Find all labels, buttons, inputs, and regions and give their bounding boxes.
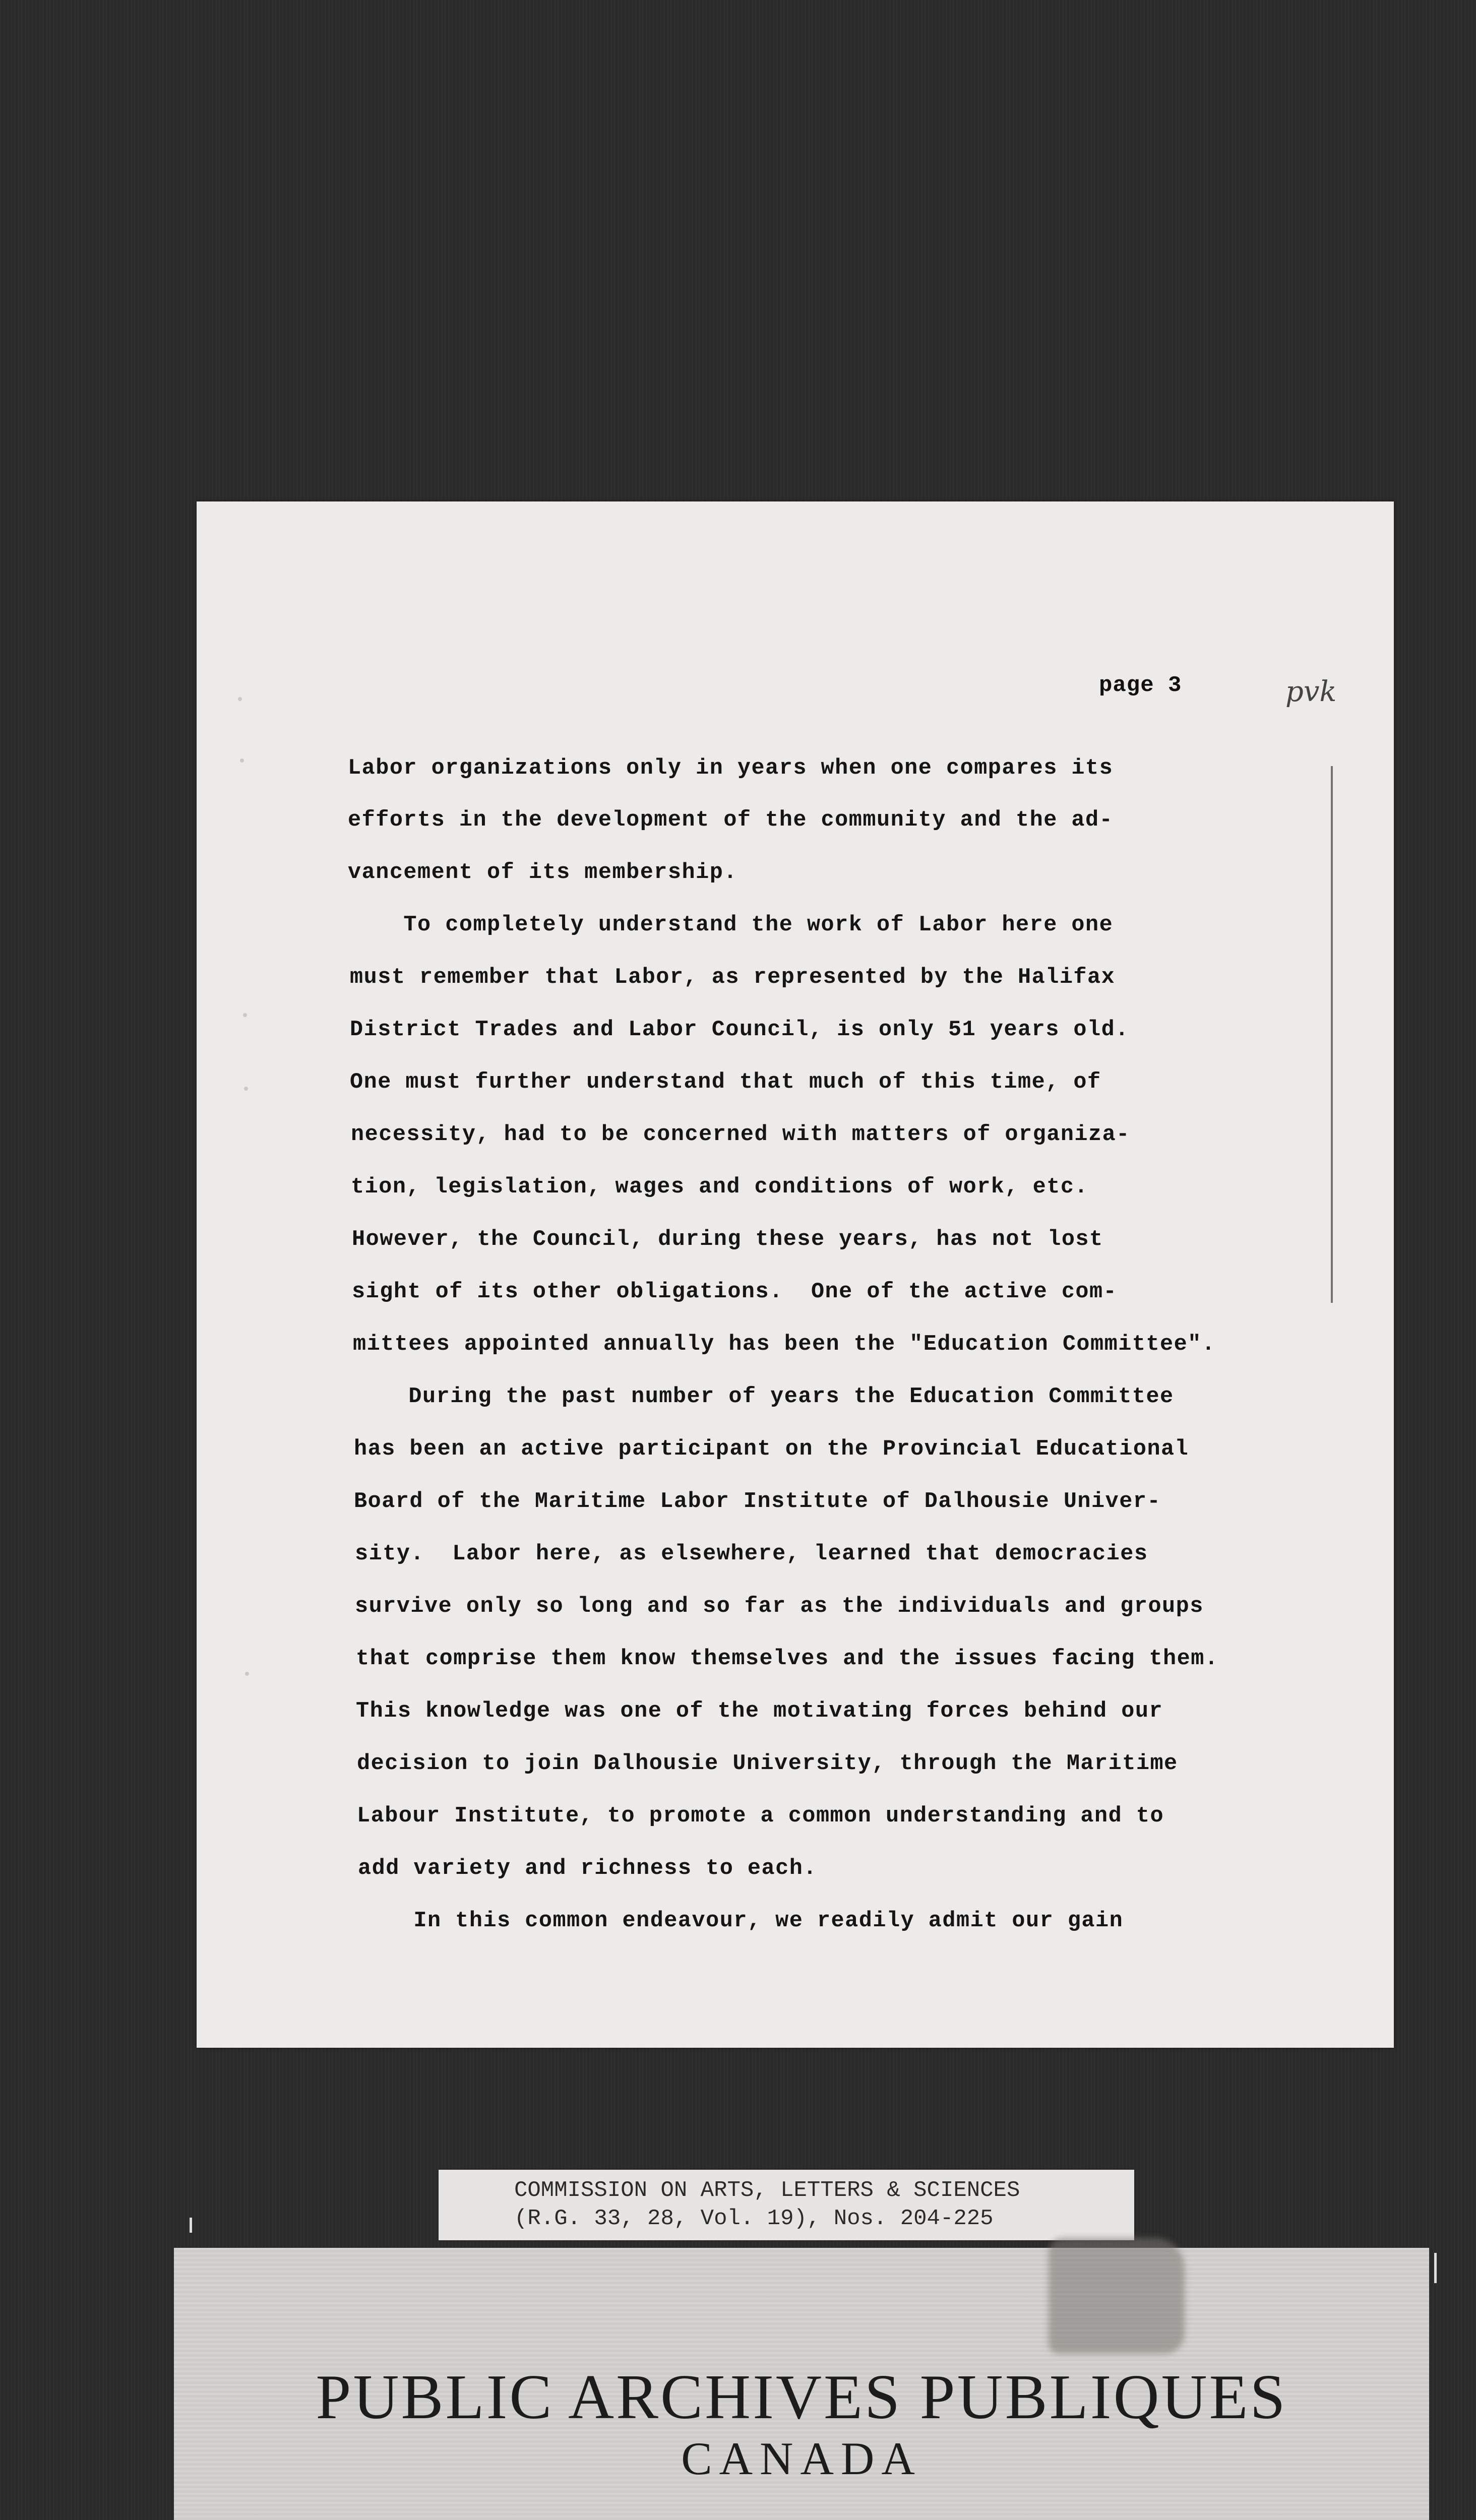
text-line: add variety and richness to each. (358, 1856, 817, 1881)
reference-line-2: (R.G. 33, 28, Vol. 19), Nos. 204-225 (514, 2206, 994, 2231)
text-line: efforts in the development of the community and the ad- (348, 808, 1114, 833)
typed-page (197, 501, 1394, 2048)
text-line: Labour Institute, to promote a common understanding and to (357, 1804, 1164, 1829)
text-line: Board of the Maritime Labor Institute of Dalhousie Univer- (354, 1489, 1161, 1514)
text-line: In this common endeavour, we readily admit our gain (358, 1909, 1124, 1933)
speck (243, 1013, 247, 1017)
text-line: District Trades and Labor Council, is only 51 years old. (350, 1018, 1129, 1042)
margin-line (1331, 766, 1333, 1303)
speck (240, 759, 244, 763)
text-line: that comprise them know themselves and the issues facing them. (356, 1647, 1219, 1671)
text-line: This knowledge was one of the motivating forces behind our (356, 1699, 1163, 1724)
speck (245, 1672, 249, 1676)
text-line: decision to join Dalhousie University, through the Maritime (357, 1751, 1178, 1776)
text-line: However, the Council, during these years, has not lost (352, 1227, 1103, 1252)
reference-line-1: COMMISSION ON ARTS, LETTERS & SCIENCES (514, 2178, 1020, 2203)
text-line: Labor organizations only in years when one compares its (348, 756, 1114, 781)
text-line: During the past number of years the Education Committee (353, 1384, 1174, 1409)
edge-mark (190, 2218, 192, 2233)
text-line: necessity, had to be concerned with matters of organiza- (351, 1122, 1130, 1147)
handwritten-initials: pvk (1285, 675, 1337, 708)
text-line: sight of its other obligations. One of the active com- (352, 1280, 1118, 1304)
page-number: page 3 (1099, 673, 1182, 698)
text-line: has been an active participant on the Provincial Educational (354, 1437, 1189, 1462)
archives-title: PUBLIC ARCHIVES PUBLIQUES (316, 2362, 1287, 2432)
text-line: To completely understand the work of Labor here one (348, 913, 1114, 937)
public-archives-card (174, 2248, 1429, 2520)
speck (238, 697, 242, 701)
tape-smudge (1049, 2238, 1185, 2354)
archives-country: CANADA (681, 2433, 922, 2484)
text-line: One must further understand that much of this time, of (350, 1070, 1101, 1095)
text-line: mittees appointed annually has been the "Education Committee". (353, 1332, 1216, 1357)
collection-reference-label (439, 2170, 1134, 2240)
text-line: sity. Labor here, as elsewhere, learned that democracies (355, 1542, 1148, 1566)
text-line: must remember that Labor, as represented by the Halifax (350, 965, 1116, 990)
text-line: survive only so long and so far as the individuals and groups (355, 1594, 1204, 1619)
edge-mark (1434, 2253, 1437, 2283)
text-line: vancement of its membership. (348, 860, 737, 885)
speck (244, 1087, 248, 1091)
text-line: tion, legislation, wages and conditions of work, etc. (351, 1175, 1089, 1200)
